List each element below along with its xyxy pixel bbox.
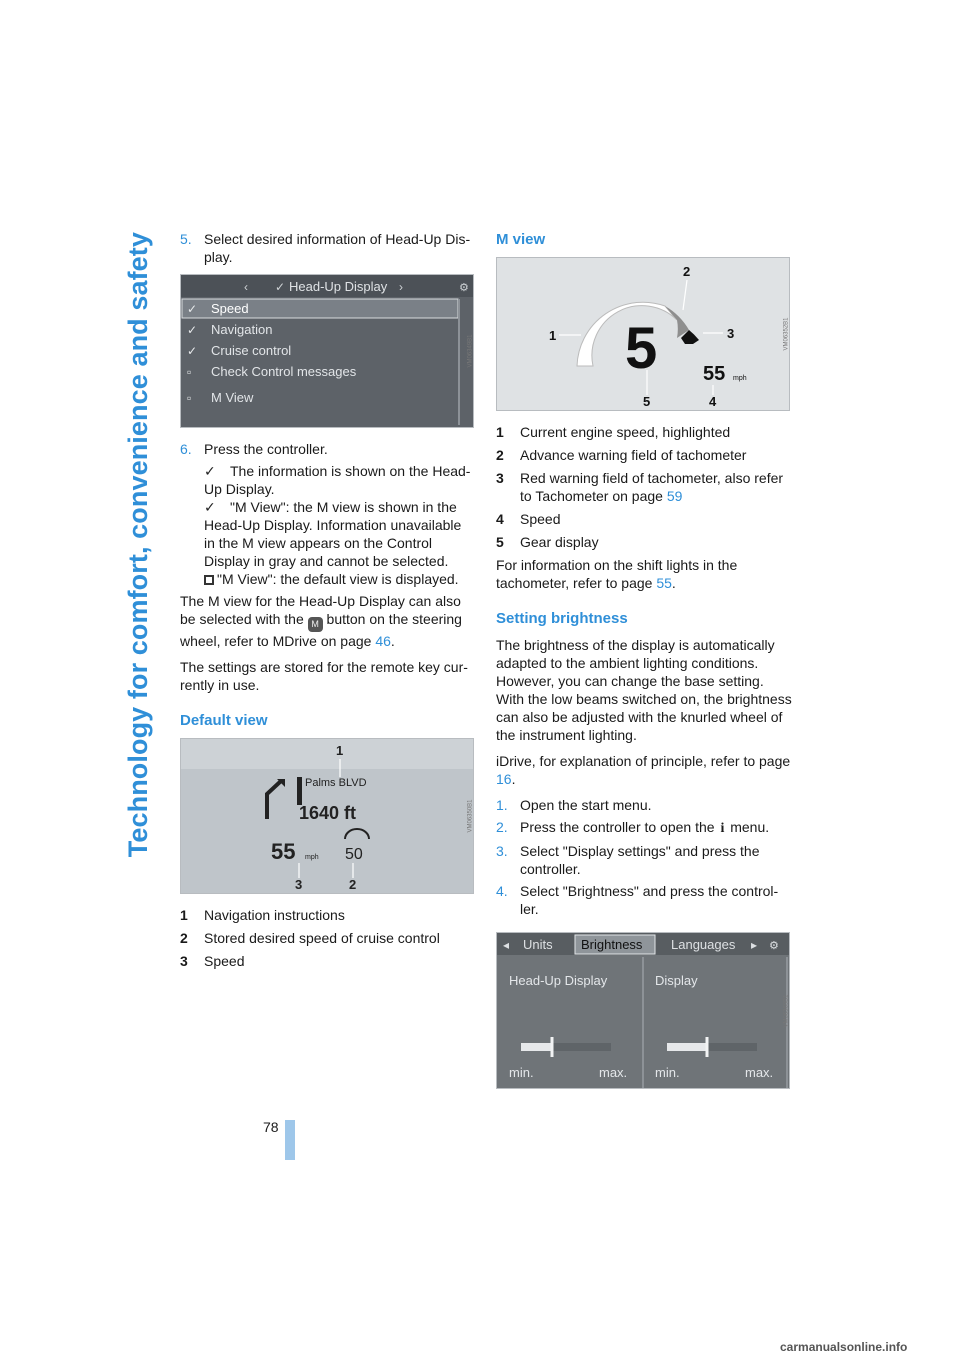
slider-min-label: min.	[509, 1065, 534, 1080]
m-view-heading: M view	[496, 231, 546, 248]
brightness-slider-fill	[521, 1043, 553, 1051]
default-view-legend-item	[180, 952, 476, 970]
m-view-figure: 5 55 mph 1 2 3 4 5 VM06352B1	[496, 257, 790, 411]
brightness-panel-title: Display	[655, 973, 698, 988]
legend-text: Current engine speed, highlighted	[520, 424, 731, 440]
slider-max-label: max.	[745, 1065, 774, 1080]
svg-text:1: 1	[549, 328, 557, 343]
svg-text:1: 1	[336, 743, 344, 758]
legend-key: 1	[496, 424, 504, 440]
checkbox-checked-icon: ✓	[187, 323, 198, 337]
default-view-heading: Default view	[180, 712, 268, 729]
svg-text:55: 55	[271, 839, 296, 864]
step-6-substeps	[180, 462, 476, 588]
svg-text:3: 3	[295, 877, 303, 892]
brightness-slider-fill	[667, 1043, 708, 1051]
brightness-step-3: 3. Select "Display settings" and press the controller.	[496, 843, 760, 877]
svg-text:55: 55	[703, 363, 726, 385]
checkbox-checked-icon: ✓	[187, 302, 198, 316]
svg-text:✓: ✓	[275, 280, 286, 294]
legend-key: 1	[180, 907, 188, 923]
legend-key: 3	[496, 470, 504, 486]
legend-text: Navigation instructions	[204, 907, 345, 923]
svg-text:5: 5	[643, 394, 651, 409]
page-number: 78	[263, 1119, 279, 1135]
menu-item-label[interactable]: Speed	[211, 301, 249, 316]
svg-text:◂: ◂	[503, 938, 510, 952]
info-icon: i	[720, 821, 725, 836]
left-column	[180, 230, 476, 975]
default-view-legend	[180, 906, 476, 970]
svg-text:4: 4	[709, 394, 717, 409]
svg-text:5: 5	[625, 316, 658, 381]
svg-text:›: ›	[399, 280, 403, 294]
m-view-graphic	[497, 258, 789, 410]
svg-text:mph: mph	[305, 854, 319, 861]
tab-units: Units	[523, 937, 553, 952]
brightness-figure: ◂ Units Brightness Languages ▸ ⚙ Head-Up Display min. max. Display min. max. VM06369B1	[496, 932, 790, 1089]
tab-languages: Languages	[671, 937, 736, 952]
svg-text:Palms BLVD: Palms BLVD	[305, 777, 367, 789]
svg-text:2: 2	[349, 877, 357, 892]
check-icon: ✓	[204, 499, 216, 515]
m-view-legend-item	[496, 423, 792, 441]
slider-min-label: min.	[655, 1065, 680, 1080]
shift-lights-note: For information on the shift lights in the tachometer, refer to page 55.	[496, 557, 738, 591]
brightness-slider-handle[interactable]	[551, 1037, 554, 1057]
default-view-legend-item	[180, 906, 476, 924]
brightness-step-2: 2. Press the controller to open the i menu.	[496, 819, 770, 836]
legend-text: Red warning field of tachometer, also refer to Tachometer on page 59	[520, 470, 784, 504]
legend-text: Gear display	[520, 534, 599, 550]
svg-text:3: 3	[727, 326, 735, 341]
m-view-legend-item	[496, 469, 792, 505]
brightness-slider-handle[interactable]	[706, 1037, 709, 1057]
svg-text:50: 50	[345, 846, 363, 863]
m-view-legend-item	[496, 533, 792, 551]
legend-key: 3	[180, 953, 188, 969]
watermark: carmanualsonline.info	[780, 1340, 908, 1354]
checkbox-empty-icon: ▫	[187, 365, 192, 379]
checkbox-checked-icon: ✓	[187, 344, 198, 358]
settings-stored-paragraph: The settings are stored for the remote key cur-rently in use.	[180, 659, 468, 693]
right-column	[496, 230, 792, 1101]
menu-item-label[interactable]: Check Control messages	[211, 364, 357, 379]
legend-key: 2	[180, 930, 188, 946]
svg-text:⚙: ⚙	[459, 282, 469, 294]
step-6: 6. Press the controller.	[180, 441, 328, 457]
tab-brightness: Brightness	[581, 937, 643, 952]
mdrive-button-icon: M	[308, 617, 323, 632]
brightness-graphic	[497, 933, 789, 1088]
mdrive-paragraph: The M view for the Head-Up Display can also be selected with the M button on the steering wheel, refer to MDrive on page 46.	[180, 593, 462, 649]
page-marker-bar	[285, 1120, 295, 1160]
hud-menu-graphic	[181, 275, 473, 427]
svg-text:1640 ft: 1640 ft	[299, 803, 357, 823]
step-5: 5. Select desired information of Head-Up Dis-play.	[180, 231, 471, 265]
slider-max-label: max.	[599, 1065, 628, 1080]
legend-key: 4	[496, 511, 504, 527]
chapter-side-title: Technology for comfort, convenience and safety	[122, 232, 153, 858]
m-view-legend	[496, 423, 792, 551]
m-view-legend-item	[496, 446, 792, 464]
menu-item-label[interactable]: Cruise control	[211, 343, 292, 358]
svg-text:⚙: ⚙	[769, 940, 779, 952]
svg-text:mph: mph	[733, 375, 747, 382]
legend-text: Advance warning field of tachometer	[520, 447, 747, 463]
substep-checked-mview: ✓ "M View": the M view is shown in the Head-Up Display. Information unavailable in the M view appears on the Control Display in gray and cannot be selected.	[204, 499, 462, 569]
legend-key: 5	[496, 534, 504, 550]
substep-checked-hud: ✓ The information is shown on the Head-Up Display.	[204, 463, 471, 497]
checkbox-empty-icon: ▫	[187, 391, 192, 405]
page-link-55[interactable]: 55	[656, 575, 672, 591]
brightness-paragraph: The brightness of the display is automatically adapted to the ambient lighting conditions. However, you can change the base setting. With the low beams switched on, the brightness can also be adjusted with the knurled wheel of the instrument lighting.	[496, 637, 792, 743]
brightness-step-1: 1. Open the start menu.	[496, 797, 652, 813]
menu-item-label[interactable]: M View	[211, 390, 254, 405]
page-link-59[interactable]: 59	[666, 488, 683, 504]
svg-text:2: 2	[683, 264, 691, 279]
idrive-paragraph: iDrive, for explanation of principle, refer to page 16.	[496, 753, 791, 787]
substep-unchecked-mview: "M View": the default view is displayed.	[204, 570, 476, 588]
default-view-graphic	[181, 739, 473, 893]
legend-text: Speed	[520, 511, 561, 527]
svg-text:▸: ▸	[751, 938, 758, 952]
hud-menu-figure: ‹ ✓ Head-Up Display › ✓ Speed ✓ Navigation ✓ Cruise control ▫ Check Control messages ▫ M View ⚙ VM06349B1	[180, 274, 474, 428]
default-view-figure: Palms BLVD 1640 ft 55 mph 50 1 2 3 VM06350B1	[180, 738, 474, 894]
page-link-16[interactable]: 16	[496, 771, 512, 787]
menu-item-label[interactable]: Navigation	[211, 322, 273, 337]
svg-text:‹: ‹	[244, 280, 248, 294]
legend-text: Stored desired speed of cruise control	[204, 930, 440, 946]
menu-title: Head-Up Display	[289, 279, 388, 294]
legend-text: Speed	[204, 953, 245, 969]
brightness-panel-title: Head-Up Display	[509, 973, 608, 988]
box-icon	[204, 575, 214, 585]
default-view-legend-item	[180, 929, 476, 947]
brightness-step-4: 4. Select "Brightness" and press the control-ler.	[496, 883, 779, 917]
page-link-46[interactable]: 46	[375, 633, 391, 649]
legend-key: 2	[496, 447, 504, 463]
m-view-legend-item	[496, 510, 792, 528]
brightness-heading: Setting brightness	[496, 610, 628, 627]
check-icon: ✓	[204, 463, 216, 479]
